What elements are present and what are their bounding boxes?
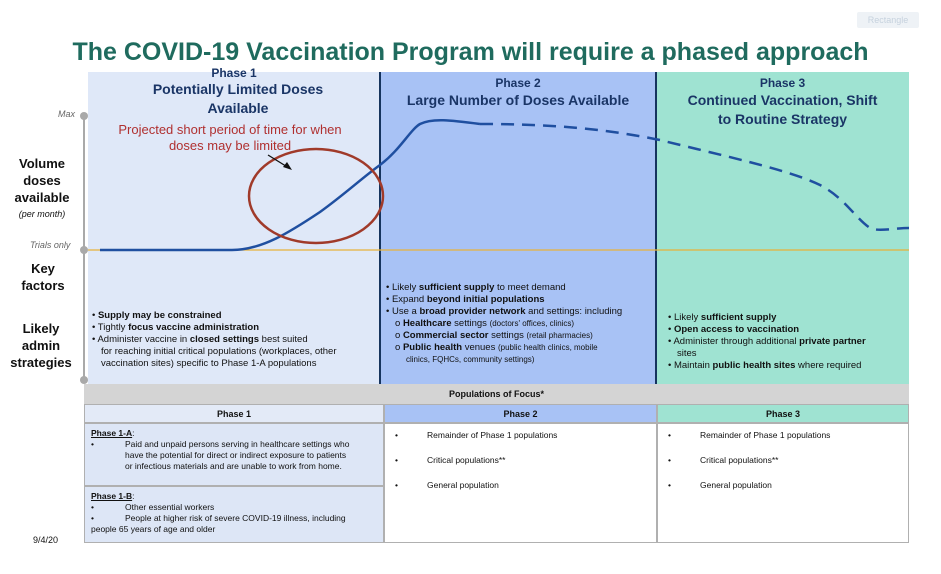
phase-2-bullet-1: • Likely sufficient supply to meet demand — [386, 282, 566, 293]
phase-2-sub-1: o Healthcare settings (doctors' offices, clinics) — [395, 318, 575, 329]
phase-2-bullets — [386, 282, 622, 366]
phase-3-number: Phase 3 — [759, 76, 806, 90]
page-title: The COVID-19 Vaccination Program will require a phased approach — [72, 38, 869, 66]
phase-3-bullets — [668, 312, 866, 372]
phase-3-bullet-2: • Open access to vaccination — [668, 324, 800, 335]
phase-2-sub-2: o Commercial sector settings (retail pharmacies) — [395, 330, 593, 341]
phase-1a-line-2: have the potential for direct or indirect exposure to patients — [125, 450, 347, 460]
axis-trials-dot — [80, 246, 88, 254]
admin-strategies-label: Likely admin strategies — [10, 321, 72, 370]
phase-3-pop-3: • General population — [668, 480, 772, 490]
phase-1-number: Phase 1 — [211, 66, 257, 80]
key-factors-label: Key factors — [21, 261, 65, 293]
phase-2-sub-3: o Public health venues (public health clinics, mobile — [395, 342, 598, 353]
phase-1-bullet-1: • Supply may be constrained — [92, 310, 222, 321]
volume-label — [12, 155, 72, 223]
phase-3-bullet-3: • Administer through additional private partner — [668, 336, 866, 347]
phase-1b-item-2: • People at higher risk of severe COVID-19 illness, including — [91, 513, 346, 523]
axis-max-label: Max — [58, 109, 76, 119]
phase-1a-title: Phase 1-A — [91, 428, 133, 438]
limited-doses-annotation: Projected short period of time for when doses may be limited — [118, 122, 342, 153]
axis-bottom-dot — [80, 376, 88, 384]
pof-col-phase-3: Phase 3 — [657, 404, 909, 423]
phase-1-bullet-2: • Tightly focus vaccine administration — [92, 322, 260, 333]
limited-doses-circle — [249, 149, 383, 243]
phase-3-bullet-3-line-2: sites — [677, 348, 697, 359]
phase-1-heading: Potentially Limited Doses Available — [152, 81, 324, 116]
phase-2-sub-3-line-2: clinics, FQHCs, community settings) — [406, 355, 535, 364]
pof-phase-1b-cell: Phase 1-B: • Other essential workers • People at higher risk of severe COVID-19 illness, including people 65 years of age and older — [84, 486, 384, 543]
volume-label-text: Volume doses available — [14, 156, 70, 205]
axis-max-dot — [80, 112, 88, 120]
slide-date: 9/4/20 — [33, 535, 59, 545]
supply-curve-projected — [480, 124, 909, 230]
phase-1b-title: Phase 1-B — [91, 491, 133, 501]
phase-1-bullet-3: • Administer vaccine in closed settings best suited — [92, 334, 308, 345]
phase-2-bullet-2: • Expand beyond initial populations — [386, 294, 545, 305]
phase-2-bullet-3: • Use a broad provider network and settings: including — [386, 306, 623, 317]
phase-1b-item-2-line-2: people 65 years of age and older — [91, 524, 216, 534]
annotation-arrow-head — [283, 162, 292, 170]
pof-col-phase-1: Phase 1 — [84, 404, 384, 423]
phase-1a-line-1: Paid and unpaid persons serving in healthcare settings who — [125, 439, 350, 449]
phase-1-bullet-3-line-2: for reaching initial critical populations (workplaces, other — [101, 346, 337, 357]
phase-3-bullet-4: • Maintain public health sites where required — [668, 360, 862, 371]
phase-2-pop-1: • Remainder of Phase 1 populations — [395, 430, 558, 440]
pof-col-phase-2: Phase 2 — [384, 404, 657, 423]
phase-2-pop-2: • Critical populations** — [395, 455, 506, 465]
pof-phase-1a-cell: Phase 1-A: • Paid and unpaid persons serving in healthcare settings who have the potential for direct or indirect exposure to patients or infectious materials and are unable to work from home. — [84, 423, 384, 486]
phase-3-pop-1: • Remainder of Phase 1 populations — [668, 430, 831, 440]
phase-1-bullets — [92, 310, 337, 370]
rectangle-button[interactable]: Rectangle — [857, 12, 919, 28]
phase-1a-line-3: or infectious materials and are unable to work from home. — [125, 461, 342, 471]
phase-3-bullet-1: • Likely sufficient supply — [668, 312, 777, 323]
phase-3-heading: Continued Vaccination, Shift to Routine Strategy — [687, 92, 878, 127]
axis-trials-label: Trials only — [30, 240, 71, 250]
phase-3-pop-2: • Critical populations** — [668, 455, 779, 465]
volume-label-sub: (per month) — [18, 209, 66, 219]
phase-2-pop-3: • General population — [395, 480, 499, 490]
pof-phase-3-cell — [657, 423, 909, 543]
phase-1-bullet-3-line-3: vaccination sites) specific to Phase 1-A populations — [101, 358, 317, 369]
populations-of-focus-header: Populations of Focus* — [84, 384, 909, 404]
phase-1b-item-1: • Other essential workers — [91, 502, 215, 512]
phase-1a-item: • Paid and unpaid persons serving in healthcare settings who have the potential for direct or indirect exposure to patients or infectious materials and are unable to work from home. — [91, 439, 350, 471]
phase-2-heading: Large Number of Doses Available — [406, 92, 630, 108]
phase-2-number: Phase 2 — [495, 76, 541, 90]
pof-phase-2-cell — [384, 423, 657, 543]
